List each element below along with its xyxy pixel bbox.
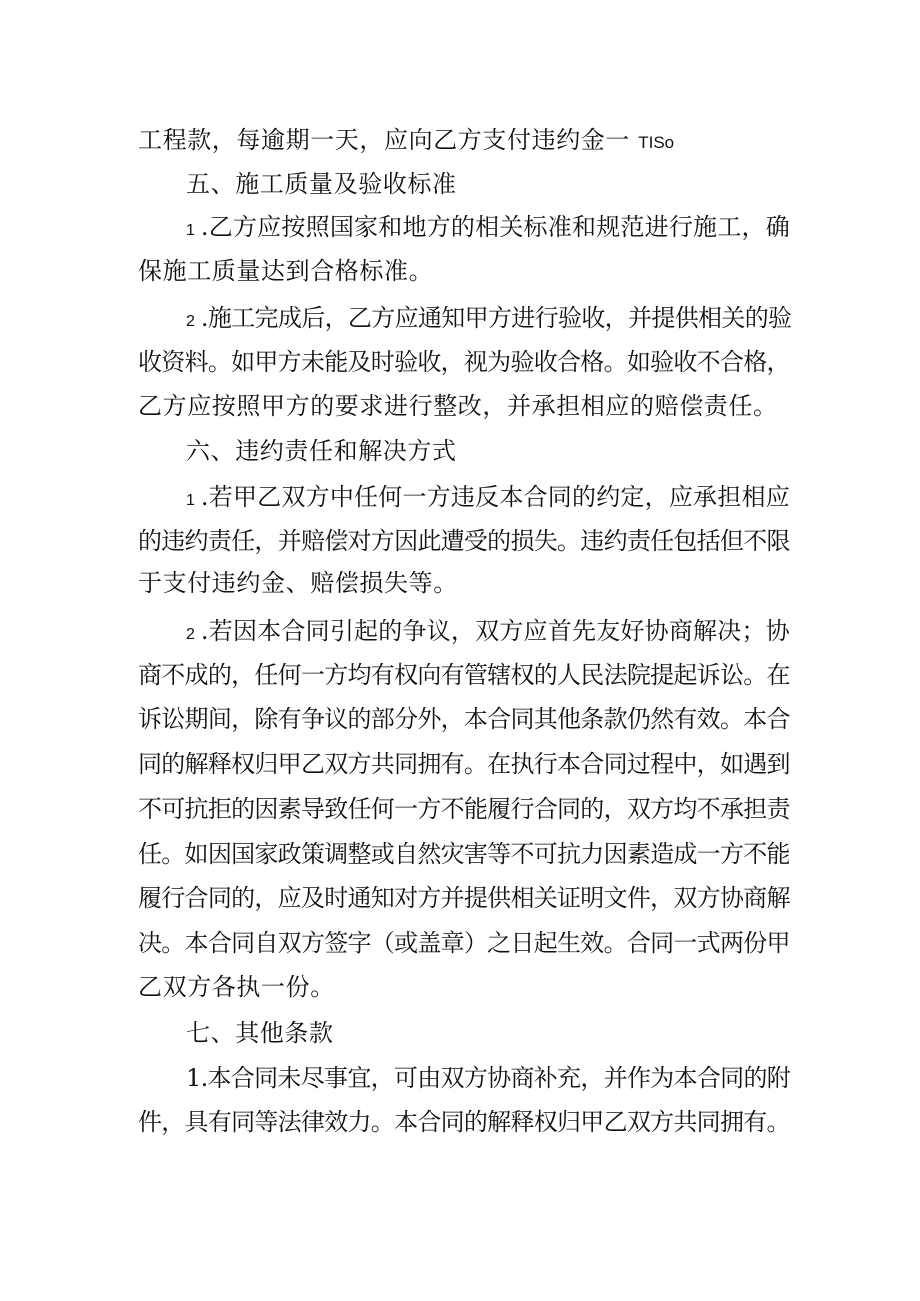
paragraph-line: 收资料。如甲方未能及时验收，视为验收合格。如验收不合格， [138, 348, 790, 376]
paragraph-line: 任。如因国家政策调整或自然灾害等不可抗力因素造成一方不能 [138, 840, 790, 868]
section-heading-6: 六、违约责任和解决方式 [186, 437, 457, 465]
paragraph-line: 决。本合同自双方签字（或盖章）之日起生效。合同一式两份甲 [138, 929, 790, 957]
paragraph-line: 的违约责任，并赔偿对方因此遭受的损失。违约责任包括但不限 [138, 527, 790, 555]
paragraph-line: 同的解释权归甲乙双方共同拥有。在执行本合同过程中，如遇到 [138, 750, 790, 778]
item-number: 1 [186, 222, 195, 239]
item-number: 2 [186, 626, 195, 643]
item-number: 2 [186, 313, 195, 330]
list-item-line: 2 .若因本合同引起的争议，双方应首先友好协商解决；协 [186, 617, 790, 645]
section-heading-5: 五、施工质量及验收标准 [186, 170, 457, 198]
paragraph-line: 商不成的，任何一方均有权向有管辖权的人民法院提起诉讼。在 [138, 661, 790, 689]
list-item-line: 2 .施工完成后，乙方应通知甲方进行验收，并提供相关的验 [186, 304, 792, 332]
section-heading-7: 七、其他条款 [186, 1019, 334, 1047]
garbled-text: TISo [638, 133, 675, 152]
list-item-line: 1 .若甲乙双方中任何一方违反本合同的约定，应承担相应 [186, 483, 790, 511]
paragraph-line: 件，具有同等法律效力。本合同的解释权归甲乙双方共同拥有。 [138, 1108, 790, 1136]
paragraph-line: 乙双方各执一份。 [138, 973, 335, 1001]
paragraph-line: 乙方应按照甲方的要求进行整改，并承担相应的赔偿责任。 [138, 392, 778, 420]
list-item-line: 1 .乙方应按照国家和地方的相关标准和规范进行施工，确 [186, 213, 790, 241]
item-number: 1 [186, 492, 195, 509]
paragraph-line: 履行合同的，应及时通知对方并提供相关证明文件，双方协商解 [138, 884, 790, 912]
paragraph-line: 于支付违约金、赔偿损失等。 [138, 569, 458, 597]
paragraph-line: 不可抗拒的因素导致任何一方不能履行合同的，双方均不承担责 [138, 795, 790, 823]
list-item-line: 1.本合同未尽事宜，可由双方协商补充，并作为本合同的附 [186, 1064, 791, 1092]
paragraph-line: 诉讼期间，除有争议的部分外，本合同其他条款仍然有效。本合 [138, 705, 790, 733]
paragraph-line: 工程款，每逾期一天，应向乙方支付违约金一 TISo [138, 126, 675, 154]
paragraph-line: 保施工质量达到合格标准。 [138, 257, 434, 285]
